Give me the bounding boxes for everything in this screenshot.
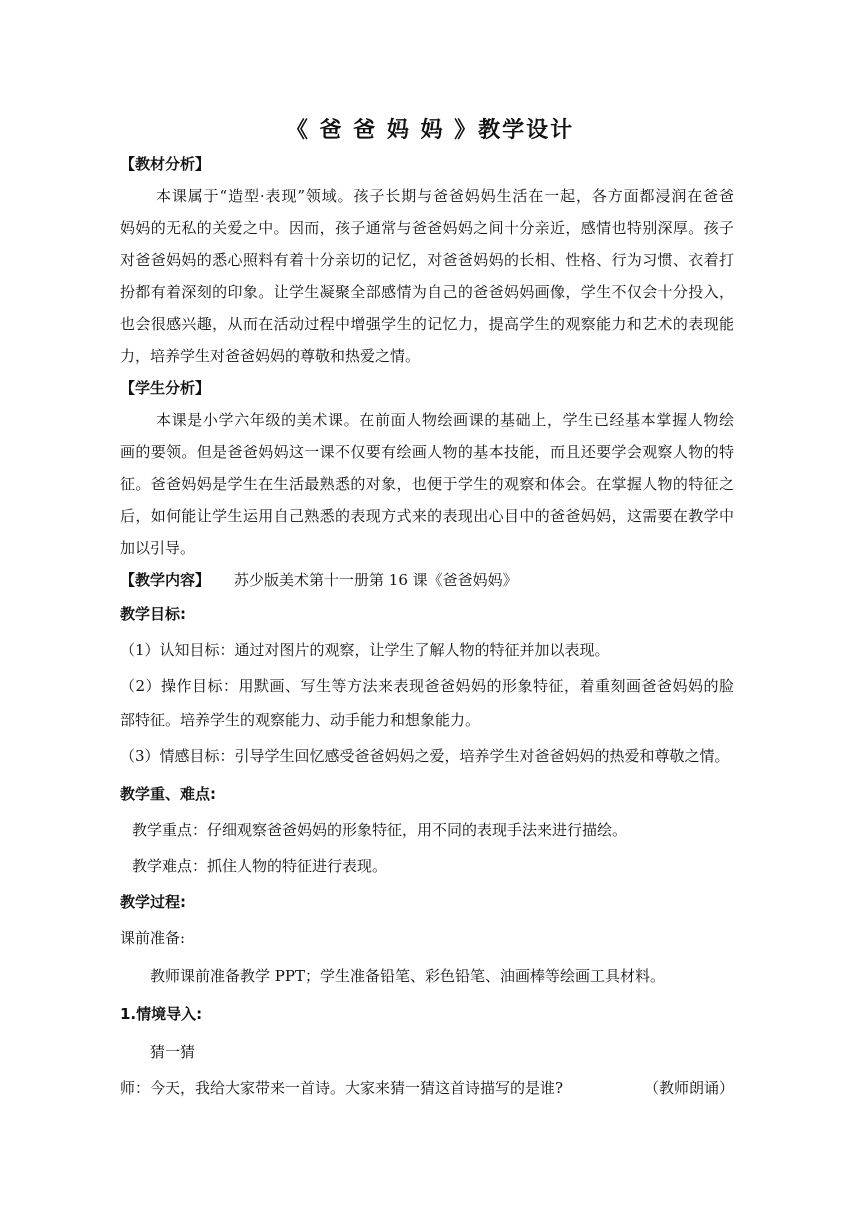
teacher-line-row [120, 1072, 734, 1104]
section-heading-content: 【教学内容】 [120, 571, 211, 589]
teacher-line: 师：今天，我给大家带来一首诗。大家来猜一猜这首诗描写的是谁? [120, 1079, 564, 1097]
paragraph-line: 加以引导。 [120, 539, 196, 557]
paragraph-line: 也会很感兴趣，从而在活动过程中增强学生的记忆力，提高学生的观察能力和艺术的表现能 [120, 315, 734, 333]
section-heading-material: 【教材分析】 [120, 155, 211, 173]
key-point: 教学重点：仔细观察爸爸妈妈的形象特征，用不同的表现手法来进行描绘。 [132, 821, 628, 839]
step1-heading: 1.情境导入: [120, 1005, 203, 1023]
prep-label: 课前准备: [120, 929, 186, 947]
section-heading-goals: 教学目标: [120, 605, 186, 623]
prep-text: 教师课前准备教学 PPT；学生准备铅笔、彩色铅笔、油画棒等绘画工具材料。 [150, 967, 665, 985]
paragraph-line: 对爸爸妈妈的悉心照料有着十分亲切的记忆，对爸爸妈妈的长相、性格、行为习惯、衣着打 [120, 251, 734, 269]
guess-line: 猜一猜 [150, 1043, 196, 1061]
paragraph-line: 本课是小学六年级的美术课。在前面人物绘画课的基础上，学生已经基本掌握人物绘 [156, 411, 734, 429]
goal-line: 部特征。培养学生的观察能力、动手能力和想象能力。 [120, 711, 481, 729]
teaching-content-text: 苏少版美术第十一册第 16 课《爸爸妈妈》 [234, 571, 518, 589]
section-heading-process: 教学过程: [120, 893, 186, 911]
paragraph-line: 扮都有着深刻的印象。让学生凝聚全部感情为自己的爸爸妈妈画像，学生不仅会十分投入， [120, 283, 734, 301]
teacher-note: （教师朗诵） [643, 1079, 734, 1097]
document-body [120, 148, 734, 1104]
section-heading-key: 教学重、难点: [120, 785, 216, 803]
paragraph-line: 力，培养学生对爸爸妈妈的尊敬和热爱之情。 [120, 347, 421, 365]
paragraph-line: 画的要领。但是爸爸妈妈这一课不仅要有绘画人物的基本技能，而且还要学会观察人物的特 [120, 443, 734, 461]
goal-line: （1）认知目标：通过对图片的观察，让学生了解人物的特征并加以表现。 [120, 641, 610, 659]
paragraph-line: 妈妈的无私的关爱之中。因而，孩子通常与爸爸妈妈之间十分亲近，感情也特别深厚。孩子 [120, 219, 734, 237]
goal-line: （2）操作目标：用默画、写生等方法来表现爸爸妈妈的形象特征，着重刻画爸爸妈妈的脸 [120, 677, 734, 695]
teaching-content-row [120, 564, 734, 596]
paragraph-line: 本课属于“造型·表现”领域。孩子长期与爸爸妈妈生活在一起，各方面都浸润在爸爸 [156, 187, 734, 205]
paragraph-line: 后，如何能让学生运用自己熟悉的表现方式来的表现出心目中的爸爸妈妈，这需要在教学中 [120, 507, 734, 525]
paragraph-line: 征。爸爸妈妈是学生在生活最熟悉的对象，也便于学生的观察和体会。在掌握人物的特征之 [120, 475, 734, 493]
goal-line: （3）情感目标：引导学生回忆感受爸爸妈妈之爱，培养学生对爸爸妈妈的热爱和尊敬之情。 [120, 747, 730, 765]
document-title: 《 爸 爸 妈 妈 》教学设计 [285, 118, 575, 143]
difficult-point: 教学难点：抓住人物的特征进行表现。 [132, 857, 388, 875]
section-heading-student: 【学生分析】 [120, 379, 211, 397]
